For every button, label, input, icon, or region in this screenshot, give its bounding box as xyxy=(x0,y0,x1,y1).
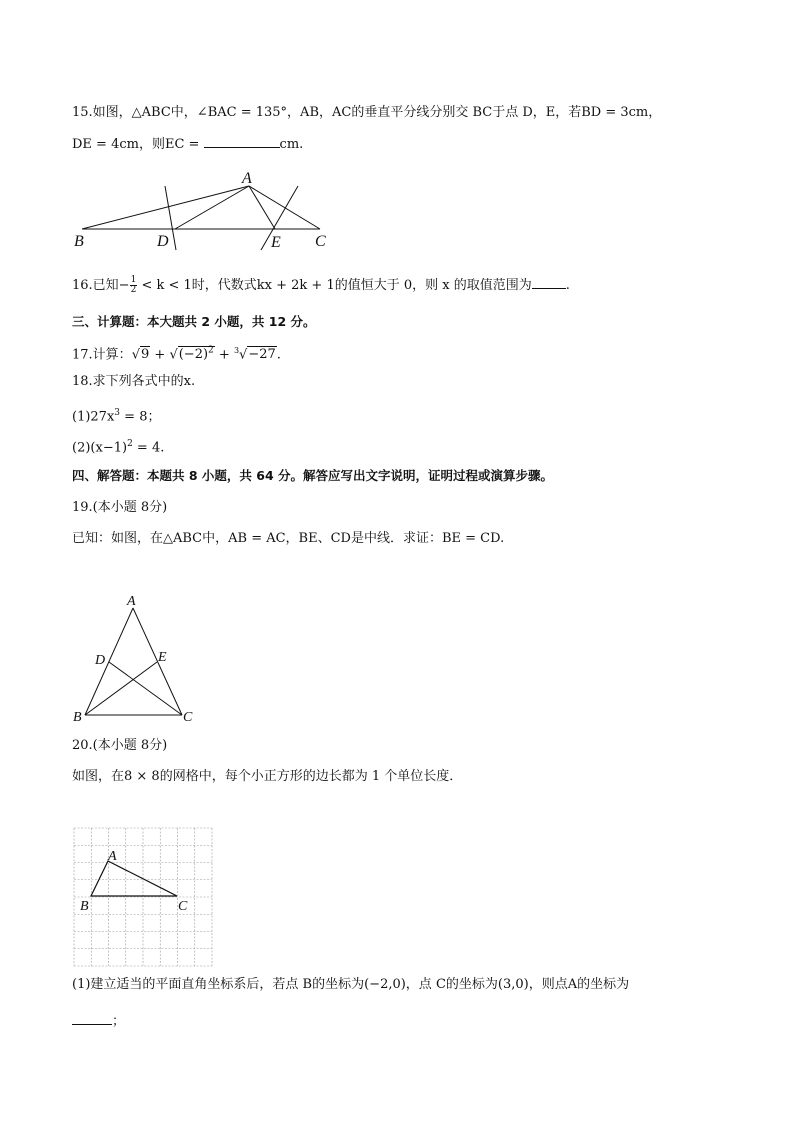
q18-part2-post: = 4. xyxy=(132,440,165,456)
q17-radicand-2-base: (−2) xyxy=(178,347,209,363)
q16-post: < k < 1时，代数式kx + 2k + 1的值恒大于 0，则 x 的取值范围为 xyxy=(137,278,532,293)
q18-title: 18.求下列各式中的x. xyxy=(72,374,196,389)
q20-answer-blank[interactable] xyxy=(72,1012,112,1025)
q15-label-d: D xyxy=(157,233,169,250)
q18-part1-post: = 8； xyxy=(120,409,161,425)
q15-label-e: E xyxy=(271,234,281,251)
section4-heading: 四、解答题：本题共 8 小题，共 64 分。解答应写出文字说明，证明过程或演算步骤。 xyxy=(72,468,554,483)
q16-frac-den: 2 xyxy=(130,285,137,295)
q17-mid1: + xyxy=(150,347,170,363)
q17-pre: 17.计算： xyxy=(72,347,132,363)
sqrt-symbol-icon: √ xyxy=(239,347,248,363)
q19-label-b: B xyxy=(73,710,82,725)
q19-label-c: C xyxy=(183,710,193,725)
q17-radicand-2-exp: 2 xyxy=(208,346,214,356)
q15-line2-pre: DE = 4cm，则EC = xyxy=(72,137,204,152)
q15-line1: 15.如图，△ABC中，∠BAC = 135°，AB，AC的垂直平分线分别交 BC于点 D，E，若BD = 3cm， xyxy=(72,105,662,120)
q17-end: . xyxy=(276,347,281,363)
q17-radicand-3: −27 xyxy=(248,347,276,363)
q16-end: . xyxy=(565,278,570,293)
q19-title: 19.(本小题 8分) xyxy=(72,500,168,515)
q20-label-b: B xyxy=(80,899,89,914)
q20-part1-answer-line xyxy=(72,1012,125,1031)
sqrt-symbol-icon: √ xyxy=(131,347,140,363)
q20-triangle-abc xyxy=(91,861,177,896)
q20-part1: (1)建立适当的平面直角坐标系后，若点 B的坐标为(−2,0)，点 C的坐标为(3,0)，则点A的坐标为 xyxy=(72,977,630,992)
q20-text: 如图，在8 × 8的网格中，每个小正方形的边长都为 1 个单位长度． xyxy=(72,769,463,784)
q16-pre: 16.已知− xyxy=(72,278,130,293)
q19-label-e: E xyxy=(158,650,167,665)
q15-line2-post: cm. xyxy=(279,137,304,152)
q15-label-a: A xyxy=(242,170,252,187)
q19-label-a: A xyxy=(127,594,136,609)
q18-part1-pre: (1)27x xyxy=(72,409,115,425)
q18-part2-exp: 2 xyxy=(127,439,133,449)
q20-title: 20.(本小题 8分) xyxy=(72,738,168,753)
q17-cuberoot-index: 3 xyxy=(233,346,240,355)
q15-label-b: B xyxy=(74,233,84,250)
section3-heading: 三、计算题：本大题共 2 小题，共 12 分。 xyxy=(72,314,316,329)
q17-radicand-1: 9 xyxy=(140,347,150,363)
q19-text: 已知：如图，在△ABC中，AB = AC，BE、CD是中线．求证：BE = CD. xyxy=(72,531,505,546)
q19-label-d: D xyxy=(95,653,106,668)
q17-mid2: + xyxy=(214,347,234,363)
sqrt-symbol-icon: √ xyxy=(169,347,178,363)
q15-label-c: C xyxy=(315,233,326,250)
q18-part2-pre: (2)(x−1) xyxy=(72,440,128,456)
q20-part1-end: ； xyxy=(112,1014,126,1029)
q18-part1-exp: 3 xyxy=(114,408,121,418)
q20-label-c: C xyxy=(178,899,188,914)
q20-label-a: A xyxy=(108,849,117,864)
q16-frac-num: 1 xyxy=(130,275,137,285)
